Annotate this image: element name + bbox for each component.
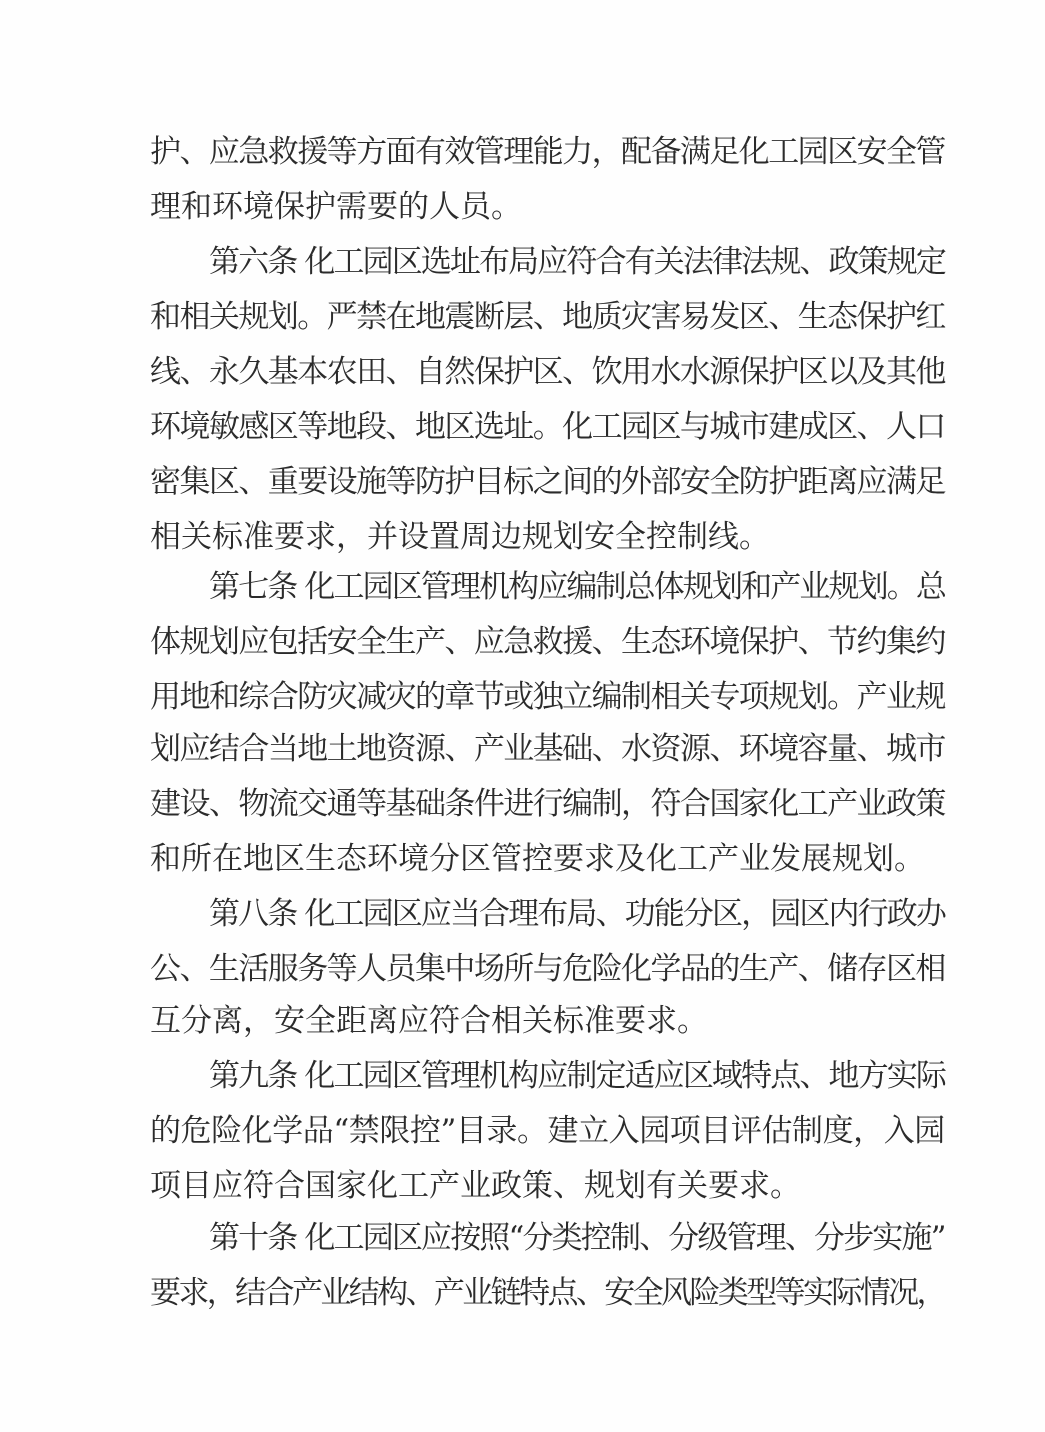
text-line-6: 环境敏感区等地段、地区选址。化工园区与城市建成区、人口 <box>150 409 945 445</box>
text-line-16: 公、生活服务等人员集中场所与危险化学品的生产、储存区相 <box>150 951 945 987</box>
article-10-heading-line: 第十条 化工园区应按照“分类控制、分级管理、分步实施” <box>209 1220 945 1256</box>
text-line-12: 划应结合当地土地资源、产业基础、水资源、环境容量、城市 <box>150 731 945 767</box>
text-line-17: 互分离，安全距离应符合相关标准要求。 <box>150 1003 708 1039</box>
text-line-14: 和所在地区生态环境分区管控要求及化工产业发展规划。 <box>150 841 925 877</box>
article-9-heading-line: 第九条 化工园区管理机构应制定适应区域特点、地方实际 <box>209 1058 945 1094</box>
text-line-11: 用地和综合防灾减灾的章节或独立编制相关专项规划。产业规 <box>150 679 945 715</box>
text-line-22: 要求，结合产业结构、产业链特点、安全风险类型等实际情况， <box>150 1275 945 1311</box>
text-line-8: 相关标准要求，并设置周边规划安全控制线。 <box>150 519 770 555</box>
text-line-10: 体规划应包括安全生产、应急救援、生态环境保护、节约集约 <box>150 624 945 660</box>
article-6-heading-line: 第六条 化工园区选址布局应符合有关法律法规、政策规定 <box>209 244 945 280</box>
text-line-7: 密集区、重要设施等防护目标之间的外部安全防护距离应满足 <box>150 464 945 500</box>
text-line-1: 护、应急救援等方面有效管理能力，配备满足化工园区安全管 <box>150 134 945 170</box>
article-8-heading-line: 第八条 化工园区应当合理布局、功能分区，园区内行政办 <box>209 896 945 932</box>
text-line-4: 和相关规划。严禁在地震断层、地质灾害易发区、生态保护红 <box>150 299 945 335</box>
text-line-2: 理和环境保护需要的人员。 <box>150 189 522 225</box>
text-line-20: 项目应符合国家化工产业政策、规划有关要求。 <box>150 1168 801 1204</box>
article-7-heading-line: 第七条 化工园区管理机构应编制总体规划和产业规划。总 <box>209 569 945 605</box>
text-line-5: 线、永久基本农田、自然保护区、饮用水水源保护区以及其他 <box>150 354 945 390</box>
text-line-19: 的危险化学品“禁限控”目录。建立入园项目评估制度，入园 <box>150 1113 945 1149</box>
text-line-13: 建设、物流交通等基础条件进行编制，符合国家化工产业政策 <box>150 786 945 822</box>
